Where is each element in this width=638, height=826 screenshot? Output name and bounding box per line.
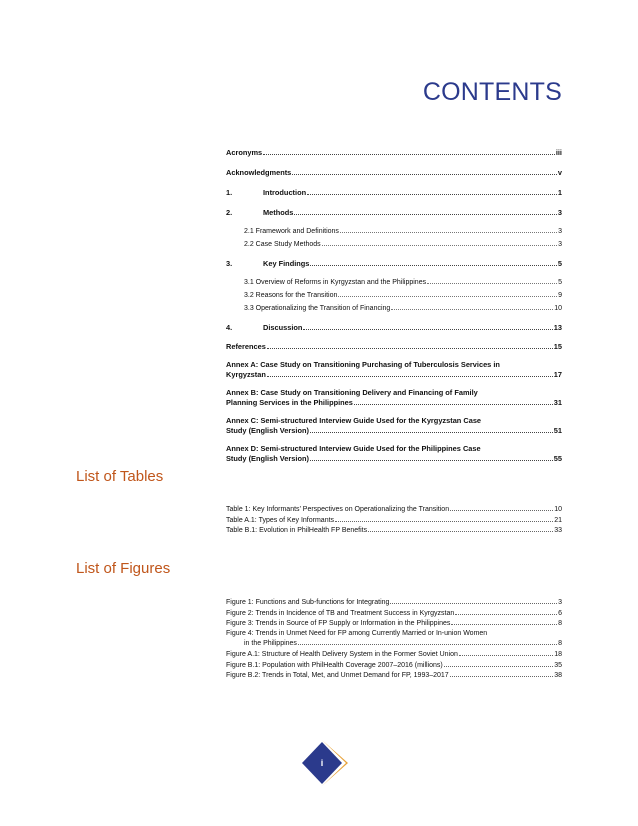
toc-page: 13 xyxy=(553,323,562,332)
entry-label-line1: Figure 4: Trends in Unmet Need for FP among Currently Married or In-union Women xyxy=(226,629,488,637)
dot-leader xyxy=(263,148,555,155)
dot-leader xyxy=(292,168,557,175)
figure-entry[interactable] xyxy=(226,649,562,660)
toc-page: 55 xyxy=(553,454,562,463)
toc-label-line1: Annex A: Case Study on Transitioning Purchasing of Tuberculosis Services in xyxy=(226,360,500,369)
list-of-tables xyxy=(226,504,562,536)
toc-page: 17 xyxy=(553,370,562,379)
entry-page: 33 xyxy=(554,527,562,535)
toc-label: 3.1 Overview of Reforms in Kyrgyzstan and the Philippines xyxy=(244,279,427,286)
entry-label: Figure B.2: Trends in Total, Met, and Unmet Demand for FP, 1993–2017 xyxy=(226,672,449,680)
toc-entry-references[interactable] xyxy=(226,342,562,352)
figure-entry[interactable] xyxy=(226,597,562,608)
dot-leader xyxy=(455,608,557,615)
entry-label: Figure 1: Functions and Sub-functions for Integrating xyxy=(226,599,390,606)
entry-label-line2: in the Philippines xyxy=(244,640,297,648)
toc-entry-discussion[interactable] xyxy=(226,323,562,333)
toc-label: Acronyms xyxy=(226,148,263,157)
table-entry[interactable] xyxy=(226,525,562,536)
toc-number: 1. xyxy=(226,188,233,197)
toc-entry-methods[interactable] xyxy=(226,208,562,218)
dot-leader xyxy=(335,515,553,522)
toc-entry-overview-of-reforms[interactable] xyxy=(226,277,562,288)
dot-leader xyxy=(267,370,553,377)
figure-entry[interactable] xyxy=(226,608,562,619)
entry-page: 8 xyxy=(558,620,562,628)
toc-page: 3 xyxy=(557,208,562,217)
table-entry[interactable] xyxy=(226,515,562,526)
entry-page: 6 xyxy=(558,609,562,617)
toc-entry-framework[interactable] xyxy=(226,226,562,237)
entry-label: Table A.1: Types of Key Informants xyxy=(226,516,335,524)
page-number-badge xyxy=(302,740,348,786)
list-of-figures-heading: List of Figures xyxy=(76,560,171,577)
dot-leader xyxy=(340,226,557,233)
toc-entry-annex-c[interactable] xyxy=(226,416,562,436)
dot-leader xyxy=(450,504,553,511)
toc-page: 31 xyxy=(553,398,562,407)
toc-entry-acknowledgments[interactable] xyxy=(226,168,562,178)
table-of-contents xyxy=(226,148,562,464)
entry-page: 18 xyxy=(554,650,562,658)
toc-label: Methods xyxy=(263,208,294,217)
dot-leader xyxy=(391,303,553,310)
toc-page: iii xyxy=(555,148,562,157)
figure-entry[interactable] xyxy=(226,670,562,681)
dot-leader xyxy=(307,188,557,195)
page-number: i xyxy=(320,758,324,768)
toc-entry-reasons[interactable] xyxy=(226,290,562,301)
entry-label: Figure 2: Trends in Incidence of TB and Treatment Success in Kyrgyzstan xyxy=(226,609,455,617)
toc-page: v xyxy=(557,168,562,177)
toc-entry-case-study-methods[interactable] xyxy=(226,239,562,250)
dot-leader xyxy=(368,525,553,532)
entry-page: 10 xyxy=(554,506,562,513)
toc-label-line1: Annex C: Semi-structured Interview Guide Used for the Kyrgyzstan Case xyxy=(226,416,482,425)
dot-leader xyxy=(294,208,556,215)
toc-label-line2: Planning Services in the Philippines xyxy=(226,398,353,407)
toc-entry-introduction[interactable] xyxy=(226,188,562,198)
toc-entry-annex-b[interactable] xyxy=(226,388,562,408)
toc-label-line1: Annex D: Semi-structured Interview Guide Used for the Philippines Case xyxy=(226,444,481,453)
toc-label-line1: Annex B: Case Study on Transitioning Delivery and Financing of Family xyxy=(226,388,478,397)
toc-number: 2. xyxy=(226,208,233,217)
entry-page: 35 xyxy=(554,661,562,669)
toc-page: 5 xyxy=(557,259,562,268)
toc-entry-key-findings[interactable] xyxy=(226,259,562,269)
toc-number: 3. xyxy=(226,259,233,268)
list-of-tables-heading: List of Tables xyxy=(76,468,164,485)
entry-label: Figure A.1: Structure of Health Delivery System in the Former Soviet Union xyxy=(226,650,458,658)
dot-leader xyxy=(338,290,557,297)
toc-page: 3 xyxy=(558,228,562,235)
dot-leader xyxy=(450,670,554,677)
dot-leader xyxy=(310,259,556,266)
toc-label: Key Findings xyxy=(263,259,310,268)
toc-entry-operationalizing[interactable] xyxy=(226,303,562,314)
toc-page: 51 xyxy=(553,426,562,435)
dot-leader xyxy=(310,454,553,461)
figure-entry[interactable] xyxy=(226,629,562,649)
toc-entry-annex-d[interactable] xyxy=(226,444,562,464)
toc-label: 3.2 Reasons for the Transition xyxy=(244,292,338,299)
contents-title: CONTENTS xyxy=(422,78,562,106)
toc-entry-acronyms[interactable] xyxy=(226,148,562,158)
entry-label: Table B.1: Evolution in PhilHealth FP Benefits xyxy=(226,527,368,535)
toc-label: 2.1 Framework and Definitions xyxy=(244,228,339,235)
toc-page: 1 xyxy=(557,188,562,197)
dot-leader xyxy=(459,649,553,656)
entry-page: 3 xyxy=(558,599,562,606)
toc-label: References xyxy=(226,342,266,351)
list-of-figures xyxy=(226,597,562,681)
toc-label: 2.2 Case Study Methods xyxy=(244,241,321,248)
entry-label: Figure 3: Trends in Source of FP Supply or Information in the Philippines xyxy=(226,620,451,628)
entry-label: Figure B.1: Population with PhilHealth Coverage 2007–2016 (millions) xyxy=(226,661,443,669)
toc-label: Introduction xyxy=(263,188,307,197)
dot-leader xyxy=(310,426,553,433)
dot-leader xyxy=(303,323,552,330)
toc-page: 5 xyxy=(558,279,562,286)
toc-label: 3.3 Operationalizing the Transition of Financing xyxy=(244,305,391,312)
entry-page: 8 xyxy=(558,640,562,648)
toc-entry-annex-a[interactable] xyxy=(226,360,562,380)
dot-leader xyxy=(354,398,553,405)
dot-leader xyxy=(298,638,557,645)
toc-label: Discussion xyxy=(263,323,303,332)
dot-leader xyxy=(322,239,557,246)
entry-label: Table 1: Key Informants’ Perspectives on Operationalizing the Transition xyxy=(226,506,450,513)
toc-label-line2: Kyrgyzstan xyxy=(226,370,266,379)
toc-page: 15 xyxy=(553,342,562,351)
dot-leader xyxy=(451,618,557,625)
toc-page: 10 xyxy=(554,305,562,312)
table-entry[interactable] xyxy=(226,504,562,515)
toc-label: Acknowledgments xyxy=(226,168,292,177)
dot-leader xyxy=(427,277,557,284)
toc-label-line2: Study (English Version) xyxy=(226,454,309,463)
toc-number: 4. xyxy=(226,323,233,332)
dot-leader xyxy=(444,660,553,667)
figure-entry[interactable] xyxy=(226,618,562,629)
entry-page: 21 xyxy=(554,516,562,524)
dot-leader xyxy=(390,597,557,604)
figure-entry[interactable] xyxy=(226,660,562,671)
toc-page: 9 xyxy=(558,292,562,299)
dot-leader xyxy=(267,342,553,349)
toc-page: 3 xyxy=(558,241,562,248)
entry-page: 38 xyxy=(554,672,562,680)
toc-label-line2: Study (English Version) xyxy=(226,426,309,435)
